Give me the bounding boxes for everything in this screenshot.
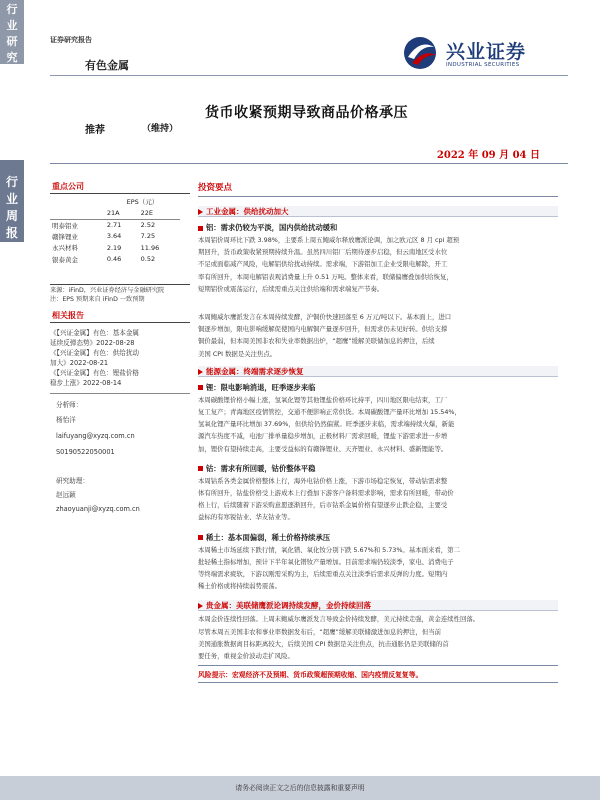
- company-name: 赣锋锂业: [52, 232, 78, 241]
- related-report-line[interactable]: 《【兴证金属】有色：锂盐价格: [50, 369, 140, 377]
- text-line: 批轻稀土指标增加，预计下半年氧化镨钕产量增加。目前需求端仍较淡季，家电、消费电子: [198, 557, 454, 566]
- eps-table-bottom-rule: [50, 284, 190, 285]
- eps-22e-value: 2.52: [139, 219, 180, 231]
- highlights-rule: [198, 196, 558, 197]
- subhead-lithium: [198, 383, 558, 393]
- subhead-rare-earth-text: 稀土：基本面偏弱，稀土价格持续承压: [206, 532, 331, 542]
- table-row: [50, 231, 180, 243]
- text-line: 期回升，货币政策收紧预期持续升温。虽然四川铝厂后期待逐步启稳，但云南地区受水位: [198, 248, 448, 257]
- table-row: [50, 219, 180, 231]
- company-name: 明泰铝业: [50, 219, 105, 231]
- analyst-email[interactable]: laifuyang@xyzq.com.cn: [56, 432, 135, 440]
- eps-21a-value: 2.19: [106, 243, 122, 252]
- paragraph-rare-earth: [198, 544, 558, 593]
- text-line: 本周金价连续性回落。上周末鲍威尔鹰派发言导致金价持续发酵，美元持续走强，黄金连续性回落。: [198, 615, 480, 624]
- investment-highlights-heading: 投资要点: [198, 183, 233, 193]
- eps-source-line: 来源：iFinD，兴业证券经济与金融研究院: [50, 287, 165, 294]
- key-companies-heading: 重点公司: [52, 182, 84, 191]
- side-tab-top-label: 行业研究: [6, 3, 18, 64]
- eps-22e-value: 11.96: [140, 243, 160, 252]
- text-line: 本周碳酸锂价格小幅上涨，氢氧化锂等其他锂盐价格环比持平，四川地区限电结束，工厂: [198, 395, 448, 404]
- industry-name: 有色金属: [85, 59, 129, 72]
- paragraph-cobalt: [198, 475, 558, 524]
- text-line: 本周钴系各类金属价格整体上行，海外电钴价格上涨，下游市场稳定恢复，带动钴需求整: [198, 476, 448, 485]
- company-name: 永兴材料: [52, 244, 78, 253]
- eps-header-blank: [50, 196, 105, 208]
- text-line: 氢氧化锂产量环比增加 37.69%，但供给仍然偏紧。旺季逐步来临，需求端持续火爆，新能: [198, 420, 455, 429]
- text-line: 不足或面临减产风险，电解铝供给扰动持续。需求端，下游铝加工企业受限电解除，开工: [198, 260, 448, 269]
- logo-mark-icon: [402, 35, 442, 71]
- analyst-label: 分析师：: [56, 401, 83, 409]
- rating-note: （维持）: [142, 124, 179, 134]
- section-title-industrial-metals: 工业金属：供给扰动加大: [206, 207, 289, 216]
- text-line: 率有所回升，本周电解铝表观消费量上升 0.51 万吨。整体来看，联储偏鹰叠加供给恢复，: [198, 272, 453, 281]
- text-line: 体有所回升，钴盐价格受上游成本上行叠加下游客户备料需求影响，需求有所回暖，带动价: [198, 489, 454, 498]
- square-bullet-icon: [198, 535, 203, 540]
- eps-note-line: 注：EPS 预期来自 iFinD 一致预期: [50, 296, 145, 303]
- assistant-email[interactable]: zhaoyuanji@xyzq.com.cn: [56, 505, 140, 513]
- paragraph-gold: [198, 613, 558, 662]
- risk-rule-top: [198, 665, 558, 666]
- eps-22e-value: 7.25: [140, 232, 156, 241]
- text-line: 本周稀土市场延续下跌行情，氧化镨、氧化钕分别下跌 5.67%和 5.73%。基本面来看，第二: [198, 545, 460, 554]
- triangle-bullet-icon: [198, 209, 203, 215]
- section-title-precious-metals: 贵金属：美联储鹰派论调持续发酵，金价持续回落: [206, 601, 371, 611]
- eps-22e-value: 0.52: [140, 255, 156, 264]
- text-line: 本周铝价周环比下跌 3.98%，主要系上周五鲍威尔释放鹰派论调，加之欧元区 8 月 cpi 超预: [198, 236, 460, 244]
- subhead-cobalt-text: 钴：需求有所回暖，钴价整体平稳: [206, 463, 316, 473]
- assistant-name: 赵远颖: [56, 491, 76, 499]
- related-report-line[interactable]: 加大》2022-08-21: [50, 359, 109, 367]
- header-divider: [50, 75, 568, 76]
- related-reports-bottom-rule: [50, 393, 190, 394]
- key-companies-rule: [50, 193, 190, 194]
- date-divider: [50, 163, 568, 164]
- brand-logo: [398, 33, 573, 73]
- text-line: 铜价最弱，但本周美国非农和失业率数据出炉，“超鹰”缓解美联储加息的押注，后续: [198, 337, 435, 346]
- report-title: 货币收紧预期导致商品价格承压: [205, 105, 408, 121]
- text-line: 尽管本周五美国非农和事业率数据发布后，“超鹰”缓解美联储激进加息的押注，但当前: [198, 627, 442, 636]
- text-line: 格上行，后续随着下游采购意愿逐渐回升，后市钴系金属价格有望逐步止跌企稳，主要受: [198, 501, 448, 510]
- text-line: 美国 CPI 数据是关注焦点。: [198, 349, 277, 358]
- related-report-line[interactable]: 《【兴证金属】有色：供给扰动: [50, 349, 140, 357]
- related-report-line[interactable]: 延续反弹态势》2022-08-28: [50, 339, 135, 347]
- text-line: 益标的有寒锐钴业、华友钴业等。: [198, 513, 294, 522]
- eps-21a-value: 3.64: [106, 232, 122, 241]
- eps-21a-value: 2.71: [105, 219, 139, 231]
- related-report-line[interactable]: 稳步上涨》2022-08-14: [50, 379, 122, 387]
- text-line: 复工复产；青海地区疫情管控，交通不便影响正常供货。本周碳酸锂产量环比增加 15.54%，: [198, 408, 461, 417]
- text-line: 稀土价格或将持续弱势震荡。: [198, 582, 282, 591]
- report-type: 证券研究报告: [50, 36, 92, 44]
- eps-col-21a: 21A: [106, 209, 120, 217]
- subhead-rare-earth: [198, 533, 558, 543]
- analyst-name: 杨怡洋: [56, 416, 76, 424]
- disclaimer-footer: 请务必阅读正文之后的信息披露和重要声明: [0, 776, 600, 800]
- text-line: 本周鲍威尔鹰派发言在本周持续发酵，沪铜价快速回落至 6 万元/吨以下。基本面上，进口: [198, 313, 452, 322]
- side-tab-industry-research: [0, 0, 24, 64]
- eps-header: EPS（元）: [126, 198, 159, 207]
- table-row: [50, 242, 180, 254]
- triangle-bullet-icon: [198, 369, 203, 375]
- subhead-aluminium: [198, 223, 558, 233]
- side-tab-industry-weekly: [0, 160, 24, 242]
- section-title-energy-metals: 能源金属：终端需求逐步恢复: [206, 366, 304, 376]
- square-bullet-icon: [198, 226, 203, 231]
- section-bar-precious-metals: [198, 600, 558, 611]
- side-tab-mid-label: 行业周报: [5, 175, 18, 240]
- analyst-certificate: S0190522050001: [56, 448, 115, 456]
- report-date: 2022 年 09 月 04 日: [436, 150, 540, 161]
- text-line: 加，锂价有望持续走高，主要受益标的有赣锋锂业、天齐锂业、永兴材料、盛新锂能等。: [198, 444, 448, 453]
- company-name: 银泰黄金: [52, 255, 78, 264]
- related-reports-rule: [50, 322, 190, 323]
- section-bar-energy-metals: [198, 366, 558, 377]
- paragraph-copper: [198, 311, 558, 360]
- related-report-line[interactable]: 《【兴证金属】有色：基本金属: [50, 329, 140, 337]
- triangle-bullet-icon: [198, 603, 203, 609]
- text-line: 美国通胀数据离目标距离较大，后续美国 CPI 数据是关注焦点，抗击通胀仍是美联储的首: [198, 639, 449, 648]
- table-row: [50, 254, 180, 266]
- text-line: 要任务，重视金价波动走扩风险。: [198, 652, 294, 661]
- eps-21a-value: 0.46: [106, 255, 122, 264]
- related-reports-heading: 相关报告: [52, 311, 84, 320]
- related-reports-list: [50, 328, 190, 388]
- assistant-label: 研究助理：: [56, 477, 89, 485]
- subhead-cobalt: [198, 464, 558, 474]
- analyst-block: [56, 400, 191, 515]
- subhead-aluminium-text: 铝：需求仍较为平淡，国内供给扰动缓和: [206, 223, 338, 232]
- eps-table: [50, 196, 180, 265]
- text-line: 源汽车热度不减，电池厂排单量稳步增加，正极材料厂需求回暖，锂盐下游需求进一步增: [198, 432, 448, 441]
- rating-label: 推荐: [85, 125, 105, 136]
- text-line: 等终端需求疲软，下游以刚需采购为主，后续需重点关注淡季后需求反弹的力度。短期内: [198, 570, 448, 579]
- investment-highlights: [198, 181, 558, 683]
- eps-source-note: [50, 286, 195, 304]
- risk-warning: 风险提示：宏观经济不及预期、货币政策超预期收缩、国内疫情反复复等。: [198, 671, 423, 680]
- paragraph-aluminium: [198, 234, 558, 295]
- logo-text-cn: 兴业证券: [446, 41, 527, 63]
- logo-text-en: INDUSTRIAL SECURITIES: [446, 62, 520, 68]
- square-bullet-icon: [198, 466, 203, 471]
- paragraph-lithium: [198, 394, 558, 455]
- square-bullet-icon: [198, 385, 203, 390]
- text-line: 短期铝价或震荡运行，后续需重点关注供给端和需求端复产节奏。: [198, 284, 384, 293]
- section-bar-industrial-metals: [198, 206, 558, 217]
- text-line: 铜逐步增加，限电影响缓解促使国内电解铜产量逐步回升，但需求仍未见好转。供给支撑: [198, 325, 448, 334]
- subhead-lithium-text: 锂：限电影响消退，旺季逐步来临: [206, 382, 316, 392]
- eps-year-blank: [50, 208, 105, 220]
- eps-table-header-row: [50, 196, 180, 208]
- eps-col-22e: 22E: [140, 209, 154, 217]
- risk-rule-bottom: [198, 682, 558, 683]
- eps-table-year-row: [50, 208, 180, 220]
